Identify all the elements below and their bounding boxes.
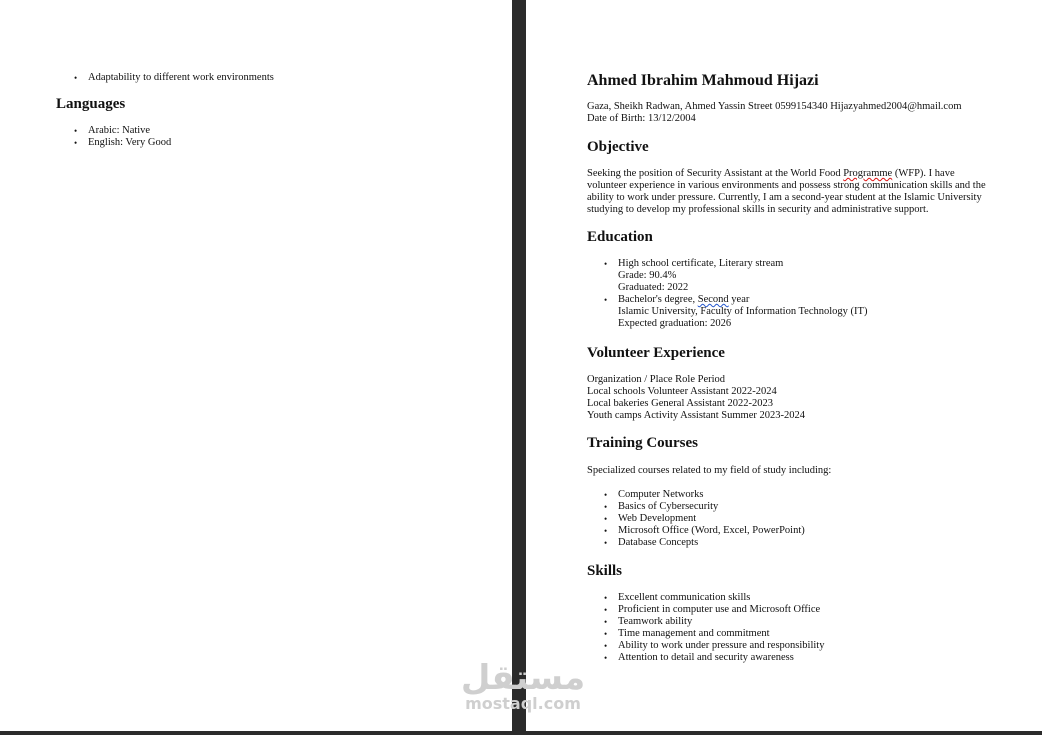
- training-intro: Specialized courses related to my field of study including:: [587, 465, 832, 476]
- volunteer-heading: Volunteer Experience: [587, 345, 725, 361]
- list-item: • Proficient in computer use and Microsoft Office: [618, 604, 824, 616]
- grammar-flagged-word[interactable]: Second: [697, 294, 729, 305]
- education-item: • Bachelor's degree, Second year Islamic University, Faculty of Information Technology (IT) Expected graduation: 2026: [618, 294, 867, 330]
- volunteer-text: [587, 374, 805, 422]
- list-item: • Teamwork ability: [618, 616, 824, 628]
- mostaql-watermark: [458, 660, 588, 712]
- page-divider: [512, 0, 526, 735]
- volunteer-line: Organization / Place Role Period: [587, 374, 726, 385]
- watermark-arabic: مستقل: [460, 658, 586, 698]
- volunteer-line: Local schools Volunteer Assistant 2022-2024: [587, 386, 777, 397]
- dob-line: Date of Birth: 13/12/2004: [587, 113, 696, 124]
- document-page-right: [526, 0, 1042, 731]
- volunteer-line: Youth camps Activity Assistant Summer 2023-2024: [587, 410, 805, 421]
- list-item: • English: Very Good: [88, 137, 171, 149]
- list-item: • Time management and commitment: [618, 628, 824, 640]
- list-item: • Attention to detail and security awareness: [618, 652, 824, 664]
- list-item: • Excellent communication skills: [618, 592, 824, 604]
- languages-list: [88, 125, 171, 149]
- list-item: • Microsoft Office (Word, Excel, PowerPoint): [618, 525, 805, 537]
- list-item: • Computer Networks: [618, 489, 805, 501]
- list-item: • Web Development: [618, 513, 805, 525]
- list-item: • Ability to work under pressure and responsibility: [618, 640, 824, 652]
- document-page-left: [0, 0, 512, 731]
- objective-heading: Objective: [587, 139, 649, 155]
- training-list: [618, 489, 805, 549]
- skills-heading: Skills: [587, 563, 623, 579]
- list-item: • Basics of Cybersecurity: [618, 501, 805, 513]
- languages-heading: Languages: [56, 96, 126, 112]
- bottom-bar: [0, 731, 1042, 735]
- list-item: • Arabic: Native: [88, 125, 171, 137]
- training-heading: Training Courses: [587, 435, 698, 451]
- contact-info: [587, 101, 962, 125]
- previous-skills-list: [88, 72, 274, 84]
- education-list: [618, 258, 867, 330]
- education-item: • High school certificate, Literary stream Grade: 90.4% Graduated: 2022: [618, 258, 867, 294]
- skills-list: [618, 592, 824, 664]
- list-item: • Adaptability to different work environments: [88, 72, 274, 84]
- volunteer-line: Local bakeries General Assistant 2022-2023: [587, 398, 774, 409]
- spelling-flagged-word[interactable]: Programme: [843, 168, 893, 179]
- contact-line: Gaza, Sheikh Radwan, Ahmed Yassin Street 0599154340 Hijazyahmed2004@hmail.com: [587, 101, 962, 112]
- education-heading: Education: [587, 229, 653, 245]
- list-item: • Database Concepts: [618, 537, 805, 549]
- resume-name: Ahmed Ibrahim Mahmoud Hijazi: [587, 72, 819, 89]
- objective-text: Seeking the position of Security Assistant at the World Food Programme (WFP). I have volunteer experience in various environments and possess strong communication skills and the ability to work under pressure. Currently, I am a second-year student at the Islamic University studying to develop my professional skills in security and administrative support.: [587, 168, 986, 215]
- watermark-latin: mostaql.com: [465, 694, 581, 713]
